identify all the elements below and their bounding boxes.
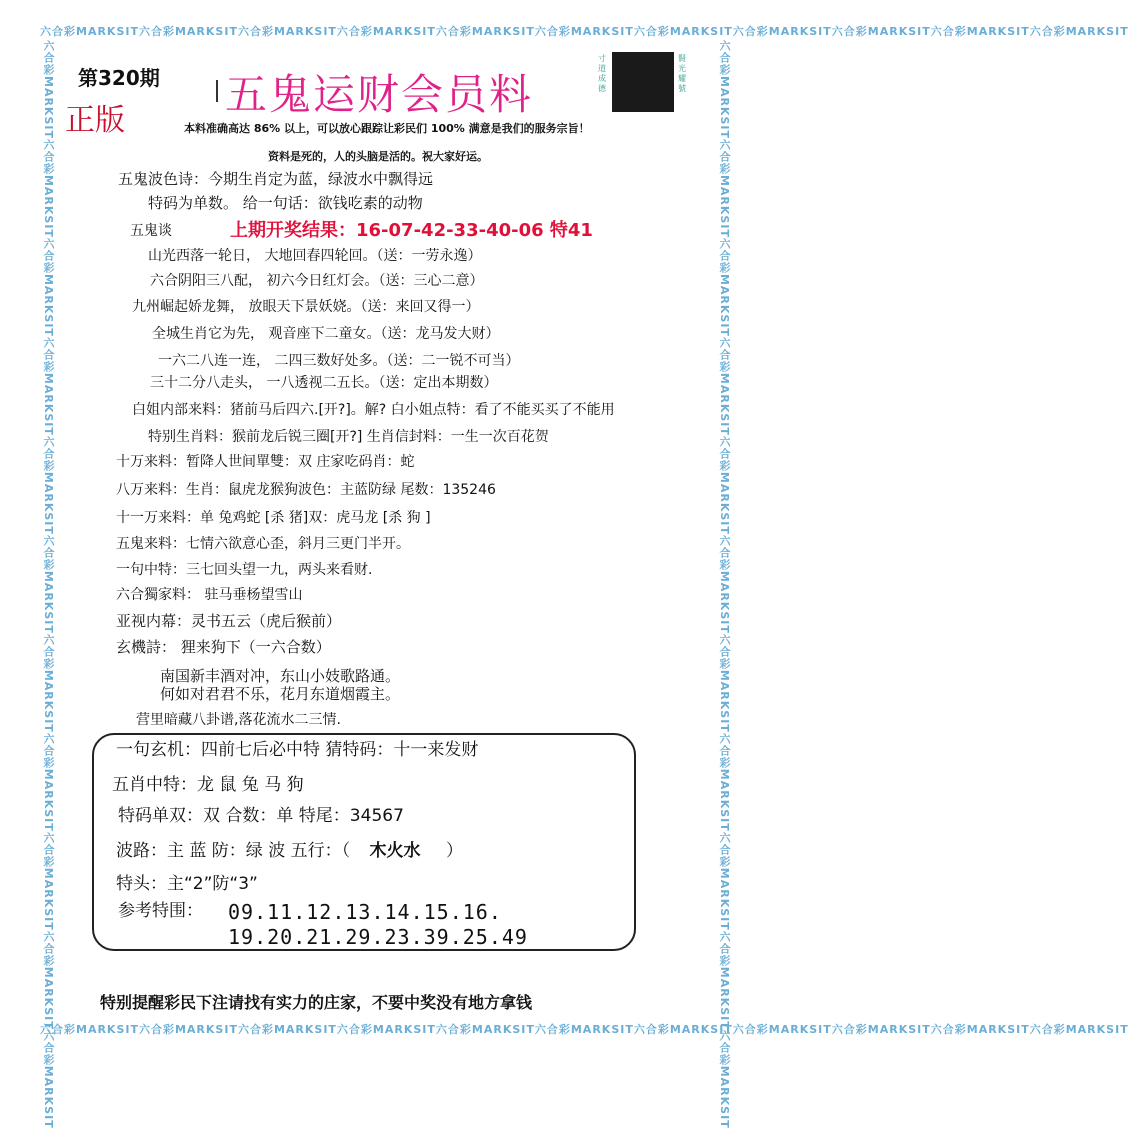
- element-text-c: ）: [445, 841, 463, 861]
- box-line-2: 五肖中特：龙 鼠 兔 马 狗: [112, 775, 304, 795]
- poem-label: 五鬼波色诗：: [118, 170, 209, 188]
- qr-code-image: [612, 52, 674, 112]
- page-title: 五鬼运财会员料: [225, 70, 534, 119]
- info-line-1: 白姐内部来料：猪前马后四六.[开?]。解? 白小姐点特：看了不能买买了不能用: [132, 402, 615, 418]
- verse-3: 九州崛起娇龙舞， 放眼天下景妖娆。（送：来回又得一）: [132, 299, 480, 315]
- info-line-9: 亚视内幕：灵书五云（虎后猴前）: [116, 612, 342, 630]
- info-line-7: 一句中特：三七回头望一九，两头来看财.: [116, 562, 373, 578]
- title-divider: [216, 80, 218, 102]
- box-line-3: 特码单双：双 合数：单 特尾：34567: [118, 806, 404, 826]
- info-line-5: 十一万来料：单 兔鸡蛇 [杀 猪]双：虎马龙 [杀 狗 ]: [116, 510, 431, 526]
- closing-poem-3: 营里暗藏八卦谱,落花流水二三情.: [136, 712, 341, 728]
- closing-poem-1: 南国新丰酒对冲，东山小妓歌路通。: [160, 667, 401, 685]
- footer-warning: 特别提醒彩民下注请找有实力的庄家，不要中奖没有地方拿钱: [100, 993, 533, 1012]
- border-bottom: 六合彩MARKSIT六合彩MARKSIT六合彩MARKSIT六合彩MARKSIT六合彩MARKSIT六合彩MARKSIT六合彩MARKSIT六合彩MARKSIT六合彩MARKSIT六合彩MARKSIT六合彩MARKSIT: [40, 1023, 1129, 1036]
- info-line-4: 八万来料：生肖：鼠虎龙猴狗波色：主蓝防绿 尾数：135246: [116, 482, 496, 498]
- verse-4: 全城生肖它为先， 观音座下二童女。（送：龙马发大财）: [152, 326, 500, 342]
- last-draw-results: 上期开奖结果：16-07-42-33-40-06 特41: [230, 220, 593, 241]
- accuracy-note: 本料准确高达 86% 以上，可以放心跟踪让彩民们 100% 满意是我们的服务宗旨！: [184, 122, 590, 135]
- box-line-6-label: 参考特围：: [118, 901, 203, 921]
- info-line-6: 五鬼来料：七情六欲意心歪，斜月三更门半开。: [116, 536, 410, 552]
- box-line-5: 特头：主“2”防“3”: [116, 874, 258, 894]
- poem-line-2: 特码为单数。 给一句话：欲钱吃素的动物: [148, 194, 423, 212]
- reference-numbers-1: 09.11.12.13.14.15.16.: [228, 900, 502, 924]
- verse-6: 三十二分八走头， 一八透视二五长。（送：定出本期数）: [150, 375, 498, 391]
- element-text-b: 木火水: [369, 841, 421, 861]
- info-line-2: 特别生肖料：猴前龙后锐三圈[开?] 生肖信封料：一生一次百花贺: [148, 429, 549, 445]
- verse-1: 山光西落一轮日， 大地回春四轮回。（送：一劳永逸）: [148, 248, 482, 264]
- results-label: 五鬼谈: [130, 223, 172, 239]
- info-line-8: 六合獨家料： 驻马垂杨望雪山: [116, 587, 303, 603]
- box-line-4: [116, 836, 463, 861]
- qr-caption-left: 寸道成德: [598, 54, 606, 93]
- border-left: 六合彩MARKSIT六合彩MARKSIT六合彩MARKSIT六合彩MARKSIT六合彩MARKSIT六合彩MARKSIT六合彩MARKSIT六合彩MARKSIT六合彩MARKSIT六合彩MARKSIT六合彩MARKSIT: [42, 40, 55, 1129]
- element-text-a: 波路：主 蓝 防：绿 波 五行：（: [116, 841, 351, 861]
- poem-line-1: [118, 168, 433, 189]
- border-right: 六合彩MARKSIT六合彩MARKSIT六合彩MARKSIT六合彩MARKSIT六合彩MARKSIT六合彩MARKSIT六合彩MARKSIT六合彩MARKSIT六合彩MARKSIT六合彩MARKSIT六合彩MARKSIT: [718, 40, 731, 1129]
- closing-poem-2: 何如对君君不乐，花月东道烟霞主。: [160, 685, 401, 703]
- qr-caption-right: 賢光耀號: [678, 54, 686, 93]
- verse-2: 六合阴阳三八配， 初六今日红灯会。（送：三心二意）: [150, 273, 484, 289]
- border-top: 六合彩MARKSIT六合彩MARKSIT六合彩MARKSIT六合彩MARKSIT六合彩MARKSIT六合彩MARKSIT六合彩MARKSIT六合彩MARKSIT六合彩MARKSIT六合彩MARKSIT六合彩MARKSIT: [40, 25, 1129, 38]
- poem-text-1: 今期生肖定为蓝，绿波水中飘得远: [208, 170, 434, 188]
- issue-number: 第320期: [78, 66, 160, 90]
- info-line-10: 玄機詩： 狸来狗下（一六合数）: [116, 638, 331, 656]
- edition-label: 正版: [65, 103, 125, 138]
- luck-note: 资料是死的，人的头脑是活的。祝大家好运。: [268, 150, 488, 163]
- verse-5: 一六二八连一连， 二四三数好处多。（送：二一锐不可当）: [158, 353, 520, 369]
- reference-numbers-2: 19.20.21.29.23.39.25.49: [228, 925, 528, 949]
- info-line-3: 十万来料：暂降人世间單雙：双 庄家吃码肖：蛇: [116, 454, 415, 470]
- box-line-1: 一句玄机：四前七后必中特 猜特码：十一来发财: [116, 740, 479, 760]
